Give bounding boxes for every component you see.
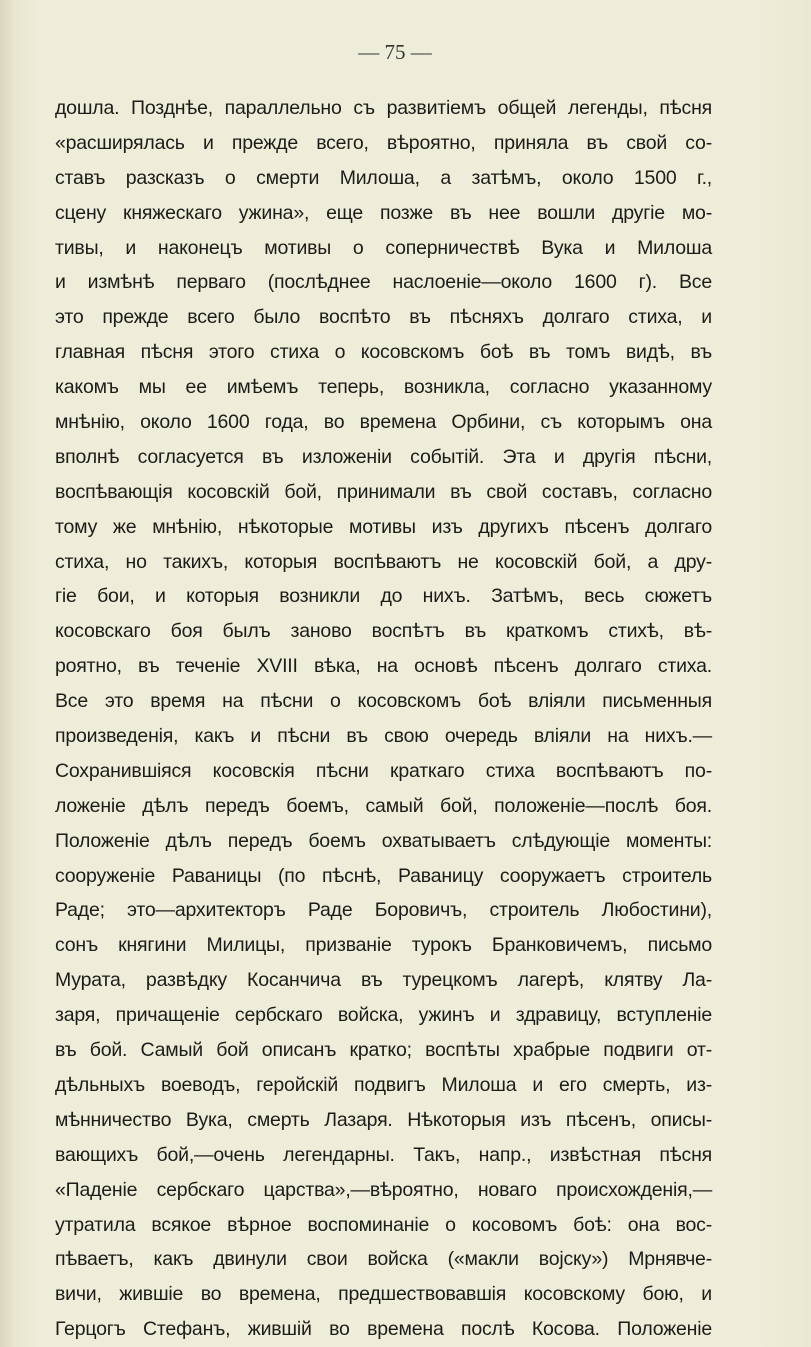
text-line: тивы, и наконецъ мотивы о соперничествѣ Вука и Милоша [55,236,712,259]
text-line: тому же мнѣнію, нѣкоторые мотивы изъ другихъ пѣсенъ долгаго [55,515,712,538]
text-line: ложеніе дѣлъ передъ боемъ, самый бой, положеніе—послѣ боя. [55,794,712,817]
text-line: произведенія, какъ и пѣсни въ свою очередь вліяли на нихъ.— [55,725,712,748]
text-line: мнѣнію, около 1600 года, во времена Орбини, съ которымъ она [55,411,712,434]
text-line: Раде; это—архитекторъ Раде Боровичъ, строитель Любостини), [55,899,712,922]
page-number: — 75 — [358,40,432,64]
text-line: гіе бои, и которыя возникли до нихъ. Затѣмъ, весь сюжетъ [55,585,712,608]
body-text [55,91,712,1347]
text-line: сооруженіе Раваницы (по пѣснѣ, Раваницу сооружаетъ строитель [55,864,712,887]
text-line: сонъ княгини Милицы, призваніе турокъ Бранковичемъ, письмо [55,934,712,957]
text-line: это прежде всего было воспѣто въ пѣсняхъ долгаго стиха, и [55,306,712,329]
text-line: вающихъ бой,—очень легендарны. Такъ, напр., извѣстная пѣсня [55,1143,712,1166]
text-line: Герцогъ Стефанъ, жившій во времена послѣ Косова. Положеніе [55,1318,712,1341]
text-line: воспѣвающія косовскій бой, принимали въ свой составъ, согласно [55,480,712,503]
text-line: заря, причащеніе сербскаго войска, ужинъ и здравицу, вступленіе [55,1004,712,1027]
text-line: главная пѣсня этого стиха о косовскомъ боѣ въ томъ видѣ, въ [55,341,712,364]
text-line: Все это время на пѣсни о косовскомъ боѣ вліяли письменныя [55,690,712,713]
text-line: сцену княжескаго ужина», еще позже въ нее вошли другіе мо- [55,201,712,224]
text-line: какомъ мы ее имѣемъ теперь, возникла, согласно указанному [55,376,712,399]
text-line: мѣнничество Вука, смерть Лазаря. Нѣкоторыя изъ пѣсенъ, описы- [55,1108,712,1131]
text-line: дошла. Позднѣе, параллельно съ развитіемъ общей легенды, пѣсня [55,97,712,119]
text-line: ставъ разсказъ о смерти Милоша, а затѣмъ, около 1500 г., [55,166,712,189]
text-line: Мурата, развѣдку Косанчича въ турецкомъ лагерѣ, клятву Ла- [55,969,712,992]
text-line: вичи, жившіе во времена, предшествовавшія косовскому бою, и [55,1283,712,1306]
text-line: косовскаго боя былъ заново воспѣтъ въ краткомъ стихѣ, вѣ- [55,620,712,643]
text-line: стиха, но такихъ, которыя воспѣваютъ не косовскій бой, а дру- [55,550,712,573]
text-line: пѣваетъ, какъ двинули свои войска («макли војску») Мрнявче- [55,1248,712,1271]
text-line: роятно, въ теченіе XVIII вѣка, на основѣ пѣсенъ долгаго стиха. [55,655,712,678]
text-line: «расширялась и прежде всего, вѣроятно, приняла въ свой со- [55,131,712,154]
text-line: и измѣнѣ перваго (послѣднее наслоеніе—около 1600 г). Все [55,271,712,294]
text-line: утратила всякое вѣрное воспоминаніе о косовомъ боѣ: она вос- [55,1213,712,1236]
text-line: Положеніе дѣлъ передъ боемъ охватываетъ слѣдующіе моменты: [55,829,712,852]
text-line: вполнѣ согласуется въ изложеніи событій. Эта и другія пѣсни, [55,445,712,468]
text-line: Сохранившіяся косовскія пѣсни краткаго стиха воспѣваютъ по- [55,759,712,782]
text-line: «Паденіе сербскаго царства»,—вѣроятно, новаго происхожденія,— [55,1178,712,1201]
text-line: дѣльныхъ воеводъ, геройскій подвигъ Милоша и его смерть, из- [55,1073,712,1096]
text-line: въ бой. Самый бой описанъ кратко; воспѣты храбрые подвиги от- [55,1039,712,1062]
